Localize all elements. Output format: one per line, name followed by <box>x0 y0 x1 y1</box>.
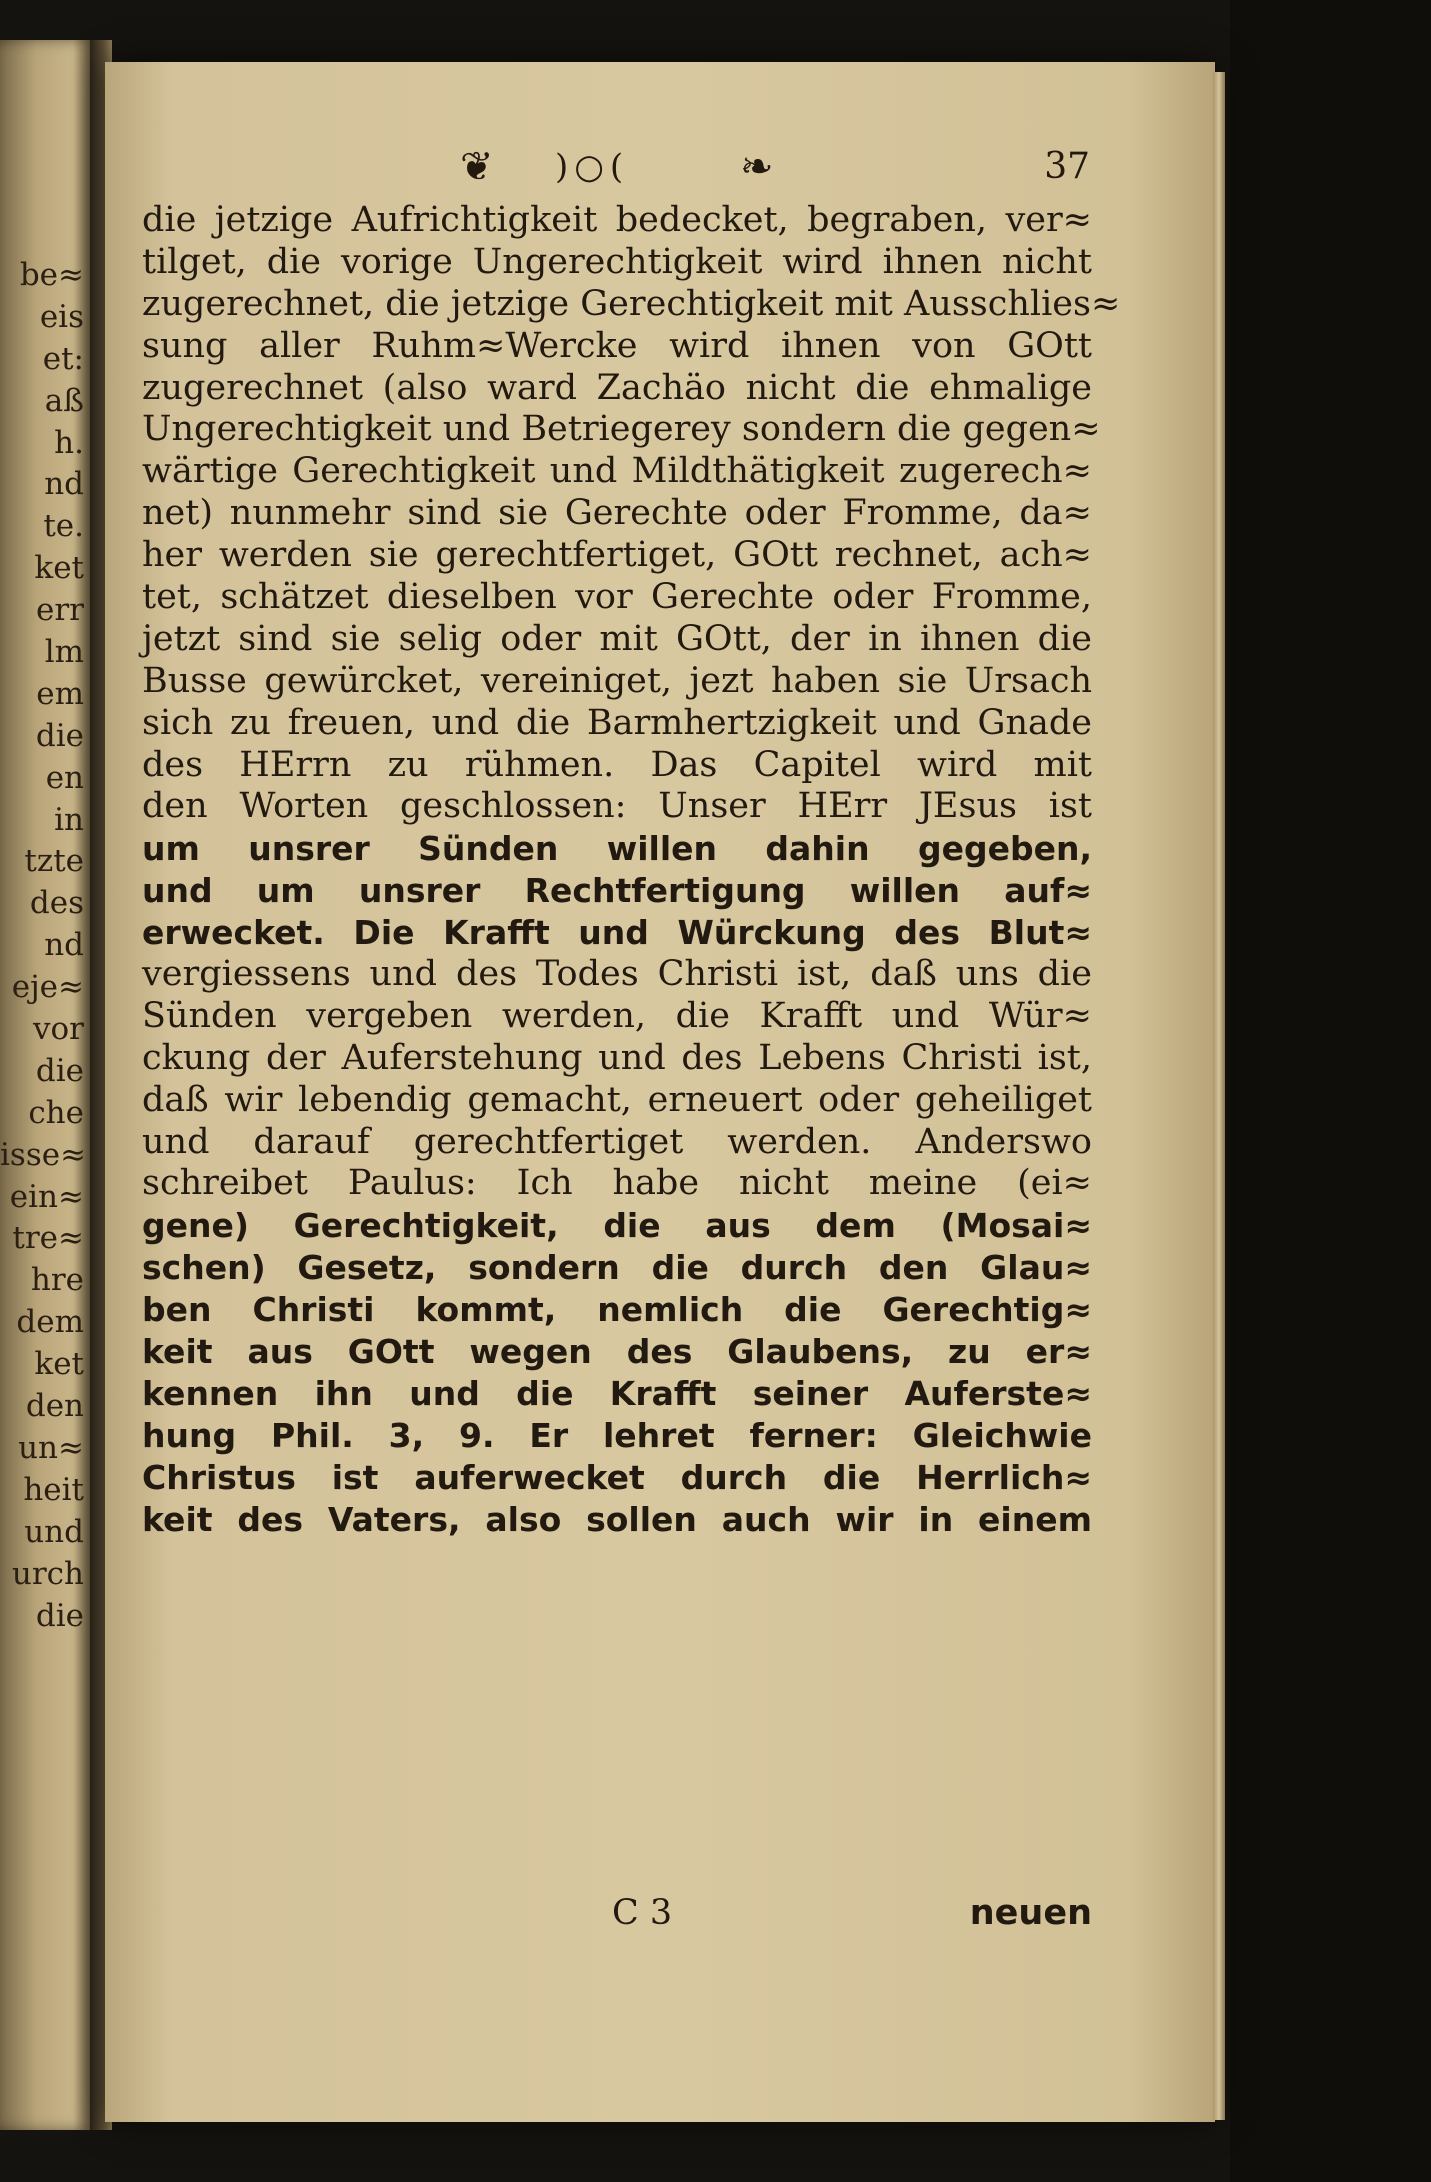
left-page-fragment: nd <box>44 927 84 964</box>
text-line: vergiessens und des Todes Christi ist, daß uns die <box>142 954 1092 995</box>
page-footer <box>142 1890 1092 1936</box>
left-page-fragment: che <box>28 1094 84 1131</box>
left-page-fragment: nd <box>44 466 84 503</box>
text-line: daß wir lebendig gemacht, erneuert oder geheiliget <box>142 1079 1092 1120</box>
left-page-fragment: tzte <box>24 843 84 880</box>
text-line: gene) Gerechtigkeit, die aus dem (Mosai≈ <box>142 1206 1092 1246</box>
left-page-fragment: un≈ <box>18 1429 84 1466</box>
left-page-fragment: den <box>25 1388 84 1425</box>
background-right <box>1230 0 1431 2182</box>
text-line: um unsrer Sünden willen dahin gegeben, <box>142 829 1092 869</box>
left-page-fragments <box>0 255 92 1637</box>
left-page-fragment: dem <box>16 1304 84 1341</box>
left-page-fragment: und <box>24 1513 84 1550</box>
text-line: Busse gewürcket, vereiniget, jezt haben sie Ursach <box>142 660 1092 701</box>
left-page-fragment: die <box>35 1052 84 1089</box>
text-line: net) nunmehr sind sie Gerechte oder Fromme, da≈ <box>142 493 1092 534</box>
text-line: und darauf gerechtfertiget werden. Anderswo <box>142 1121 1092 1162</box>
text-line: keit aus GOtt wegen des Glaubens, zu er≈ <box>142 1332 1092 1372</box>
left-page-fragment: vor <box>33 1011 84 1048</box>
ornament-right-icon: ❧ <box>740 144 774 190</box>
text-line: sich zu freuen, und die Barmhertzigkeit und Gnade <box>142 702 1092 743</box>
text-line: her werden sie gerechtfertiget, GOtt rechnet, ach≈ <box>142 535 1092 576</box>
left-page-fragment: hre <box>30 1262 84 1299</box>
text-line: kennen ihn und die Krafft seiner Auferste≈ <box>142 1373 1092 1413</box>
left-page-fragment: die <box>35 717 84 754</box>
text-line: wärtige Gerechtigkeit und Mildthätigkeit zugerech≈ <box>142 451 1092 492</box>
catchword: neuen <box>969 1893 1092 1933</box>
left-page-fragment: ket <box>34 550 84 587</box>
left-page-fragment: des <box>29 885 84 922</box>
page-number: 37 <box>1044 146 1090 187</box>
left-page-fragment: eje≈ <box>11 969 84 1006</box>
text-line: die jetzige Aufrichtigkeit bedecket, begraben, ver≈ <box>142 200 1092 240</box>
ornament-center: )○( <box>555 147 630 187</box>
text-line: tilget, die vorige Ungerechtigkeit wird ihnen nicht <box>142 241 1092 282</box>
text-line: ckung der Auferstehung und des Lebens Christi ist, <box>142 1037 1092 1078</box>
left-page-fragment: err <box>36 592 84 629</box>
text-line: hung Phil. 3, 9. Er lehret ferner: Gleichwie <box>142 1415 1092 1455</box>
text-line: schreibet Paulus: Ich habe nicht meine (ei≈ <box>142 1163 1092 1204</box>
left-page-fragment: en <box>45 759 84 796</box>
text-line: zugerechnet, die jetzige Gerechtigkeit mit Ausschlies≈ <box>142 283 1121 324</box>
text-line: Christus ist auferwecket durch die Herrlich≈ <box>142 1457 1092 1497</box>
left-page-fragment: eis <box>39 298 84 335</box>
body-text <box>142 200 1121 1541</box>
left-page-fragment: te. <box>43 508 84 545</box>
text-line: keit des Vaters, also sollen auch wir in einem <box>142 1499 1092 1539</box>
left-page-fragment: et: <box>42 340 84 377</box>
left-page-fragment: ein≈ <box>9 1178 84 1215</box>
left-page-fragment: ket <box>34 1346 84 1383</box>
text-line: schen) Gesetz, sondern die durch den Glau≈ <box>142 1248 1092 1288</box>
left-page-fragment: be≈ <box>19 257 84 293</box>
left-page <box>0 40 92 2130</box>
text-line: den Worten geschlossen: Unser HErr JEsus ist <box>142 786 1092 827</box>
left-page-fragment: in <box>54 801 84 838</box>
left-page-fragment: em <box>36 675 84 712</box>
text-line: sung aller Ruhm≈Wercke wird ihnen von GOtt <box>142 325 1092 366</box>
text-line: erwecket. Die Krafft und Würckung des Blut≈ <box>142 913 1092 953</box>
text-line: und um unsrer Rechtfertigung willen auf≈ <box>142 871 1092 911</box>
text-line: des HErrn zu rühmen. Das Capitel wird mit <box>142 744 1092 785</box>
text-line: Sünden vergeben werden, die Krafft und Wür≈ <box>142 995 1092 1036</box>
ornament-left-icon: ❦ <box>460 144 494 190</box>
left-page-fragment: die <box>35 1597 84 1634</box>
signature-mark: C 3 <box>612 1893 673 1933</box>
text-line: jetzt sind sie selig oder mit GOtt, der in ihnen die <box>142 618 1092 659</box>
left-page-fragment: tre≈ <box>12 1220 84 1257</box>
text-line: Ungerechtigkeit und Betriegerey sondern die gegen≈ <box>142 409 1101 450</box>
left-page-fragment: isse≈ <box>0 1136 87 1173</box>
left-page-fragment: urch <box>11 1555 84 1592</box>
page-header <box>340 142 1090 192</box>
left-page-fragment: heit <box>23 1471 84 1508</box>
left-page-fragment: h. <box>54 424 84 461</box>
text-line: zugerechnet (also ward Zachäo nicht die ehmalige <box>142 367 1092 408</box>
text-line: tet, schätzet dieselben vor Gerechte oder Fromme, <box>142 577 1092 618</box>
text-line: ben Christi kommt, nemlich die Gerechtig≈ <box>142 1290 1092 1330</box>
left-page-fragment: lm <box>44 634 84 671</box>
left-page-fragment: aß <box>44 382 84 419</box>
page-edge <box>1213 72 1225 2120</box>
